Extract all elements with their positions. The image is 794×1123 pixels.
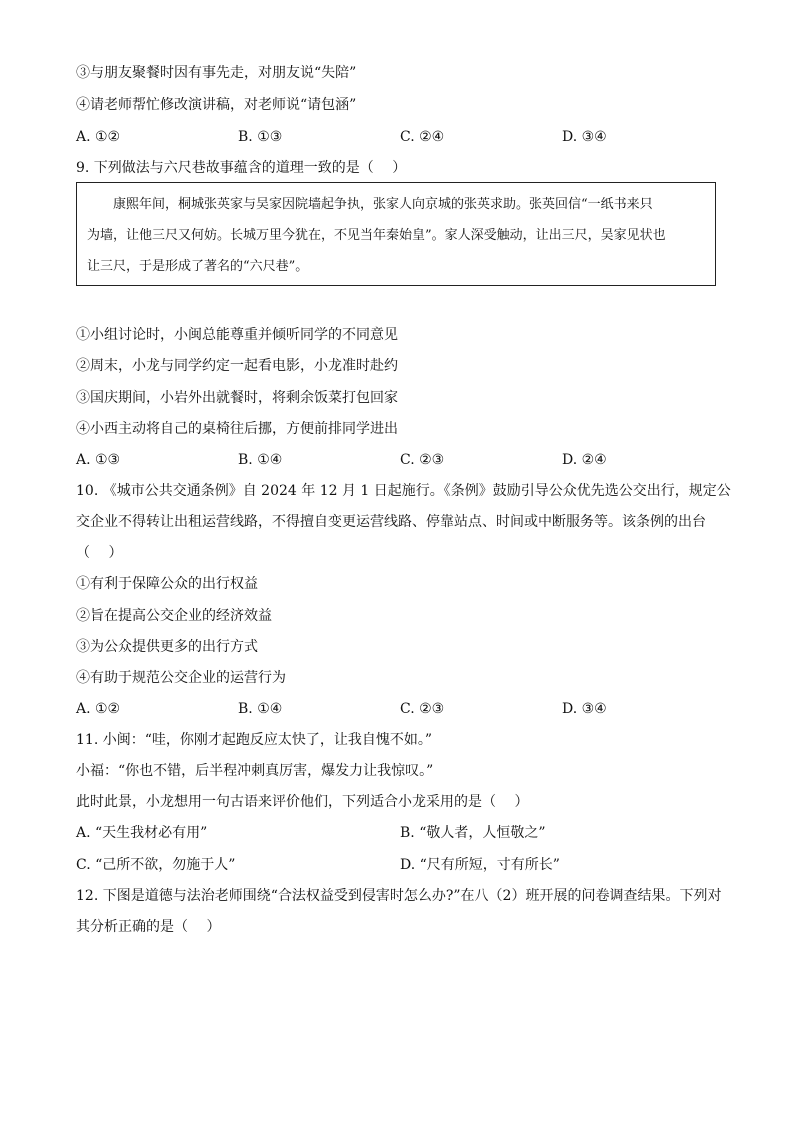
q10-item-1: ①有利于保障公众的出行权益: [76, 576, 258, 592]
q10-option-d: D. ③④: [562, 701, 607, 717]
q10-stem-line-3: （ ）: [76, 545, 123, 561]
q11-option-c: C. “己所不欲，勿施于人”: [76, 857, 236, 873]
q9-item-4: ④小西主动将自己的桌椅往后挪，方便前排同学进出: [76, 421, 398, 437]
q9-item-2: ②周末，小龙与同学约定一起看电影，小龙准时赴约: [76, 358, 398, 374]
q12-line-1: 12. 下图是道德与法治老师围绕“合法权益受到侵害时怎么办?”在八（2）班开展的问卷调查结果。下列对: [76, 888, 722, 904]
q11-option-d: D. “尺有所短，寸有所长”: [400, 857, 560, 873]
q10-item-3: ③为公众提供更多的出行方式: [76, 639, 258, 655]
q9-passage-line: 为墙，让他三尺又何妨。长城万里今犹在，不见当年秦始皇”。家人深受触动，让出三尺，吴家见状也: [87, 228, 666, 243]
q10-stem-line-1: 10. 《城市公共交通条例》自 2024 年 12 月 1 日起施行。《条例》鼓励引导公众优先选公交出行，规定公: [76, 483, 731, 499]
q9-stem: 9. 下列做法与六尺巷故事蕴含的道理一致的是（ ）: [76, 160, 407, 176]
q10-item-2: ②旨在提高公交企业的经济效益: [76, 608, 272, 624]
q11-line-3: 此时此景，小龙想用一句古语来评价他们，下列适合小龙采用的是（ ）: [76, 794, 529, 810]
q10-stem-line-2: 交企业不得转让出租运营线路，不得擅自变更运营线路、停靠站点、时间或中断服务等。该条例的出台: [76, 514, 706, 530]
q9-option-b: B. ①④: [238, 452, 283, 468]
q9-passage-line: 康熙年间，桐城张英家与吴家因院墙起争执，张家人向京城的张英求助。张英回信“一纸书来只: [113, 197, 653, 212]
q11-line-1: 11. 小闽：“哇，你刚才起跑反应太快了，让我自愧不如。”: [76, 732, 433, 748]
q9-item-3: ③国庆期间，小岩外出就餐时，将剩余饭菜打包回家: [76, 390, 398, 406]
q12-line-2: 其分析正确的是（ ）: [76, 919, 221, 935]
q11-line-2: 小福：“你也不错，后半程冲刺真厉害，爆发力让我惊叹。”: [76, 763, 434, 779]
q8-option-c: C. ②④: [400, 129, 445, 145]
q9-option-c: C. ②③: [400, 452, 445, 468]
q10-item-4: ④有助于规范公交企业的运营行为: [76, 670, 286, 686]
q9-option-d: D. ②④: [562, 452, 607, 468]
q11-option-a: A. “天生我材必有用”: [76, 825, 208, 841]
q9-option-a: A. ①③: [76, 452, 121, 468]
q9-passage-box: [76, 182, 716, 286]
q10-option-a: A. ①②: [76, 701, 121, 717]
q9-item-1: ①小组讨论时，小闽总能尊重并倾听同学的不同意见: [76, 327, 398, 343]
q8-option-d: D. ③④: [562, 129, 607, 145]
q11-option-b: B. “敬人者，人恒敬之”: [400, 825, 546, 841]
q9-passage-line: 让三尺，于是形成了著名的“六尺巷”。: [87, 259, 309, 274]
q10-option-c: C. ②③: [400, 701, 445, 717]
q8-option-b: B. ①③: [238, 129, 283, 145]
q10-option-b: B. ①④: [238, 701, 283, 717]
q8-item-4: ④请老师帮忙修改演讲稿，对老师说“请包涵”: [76, 97, 357, 113]
q8-item-3: ③与朋友聚餐时因有事先走，对朋友说“失陪”: [76, 65, 357, 81]
q8-option-a: A. ①②: [76, 129, 121, 145]
